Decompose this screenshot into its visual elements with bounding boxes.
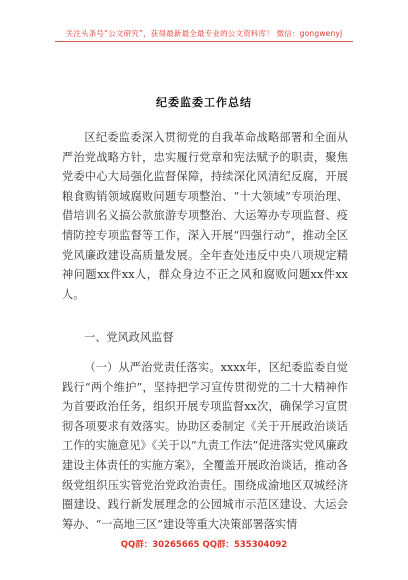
footer-qq-contact: QQ群：30265665 QQ群：535304092 <box>120 540 288 550</box>
subsection-paragraph: （一）从严治党责任落实。xxxx年，区纪委监委自觉践行“两个维护”，坚持把学习宣传贯彻党的二十大精神作为首要政治任务，组织开展专项监督xx次，确保学习宣贯彻各项要求有效落实。协助区委制定《关于开展政治谈话工作的实施意见》《关于以“九责工作法”促进落实党风廉政建设主体责任的实施方案》，全覆盖开展政治谈话，推动各级党组织压实管党治党政治责任。围绕成渝地区双城经济圈建设、践行新发展理念的公园城市示范区建设、大运会筹办、“一高地三区”建设等重大决策部署落实情 <box>62 361 348 531</box>
section-heading: 一、党风政风监督 <box>84 331 174 344</box>
header-banner: 关注头条号“公文研究”，获得最新最全最专业的公文资料库！ 微信：gongwenyj <box>65 29 343 38</box>
document-title: 纪委监委工作总结 <box>156 96 252 109</box>
intro-paragraph: 区纪委监委深入贯彻党的自我革命战略部署和全面从严治党战略方针，忠实履行党章和宪法赋予的职责，聚焦党委中心大局强化监督保障，持续深化风清纪反腐，开展粮食购销领域腐败问题专项整治、“十大领域”专项治理、借培训名义搞公款旅游专项整治、大运筹办专项监督、疫情防控专项监督等工作，深入开展“四强行动”，推动全区党风廉政建设高质量发展。全年查处违反中央八项规定精神问题xx件xx人，群众身边不正之风和腐败问题xx件xx人。 <box>62 131 348 301</box>
header-divider <box>55 41 353 42</box>
